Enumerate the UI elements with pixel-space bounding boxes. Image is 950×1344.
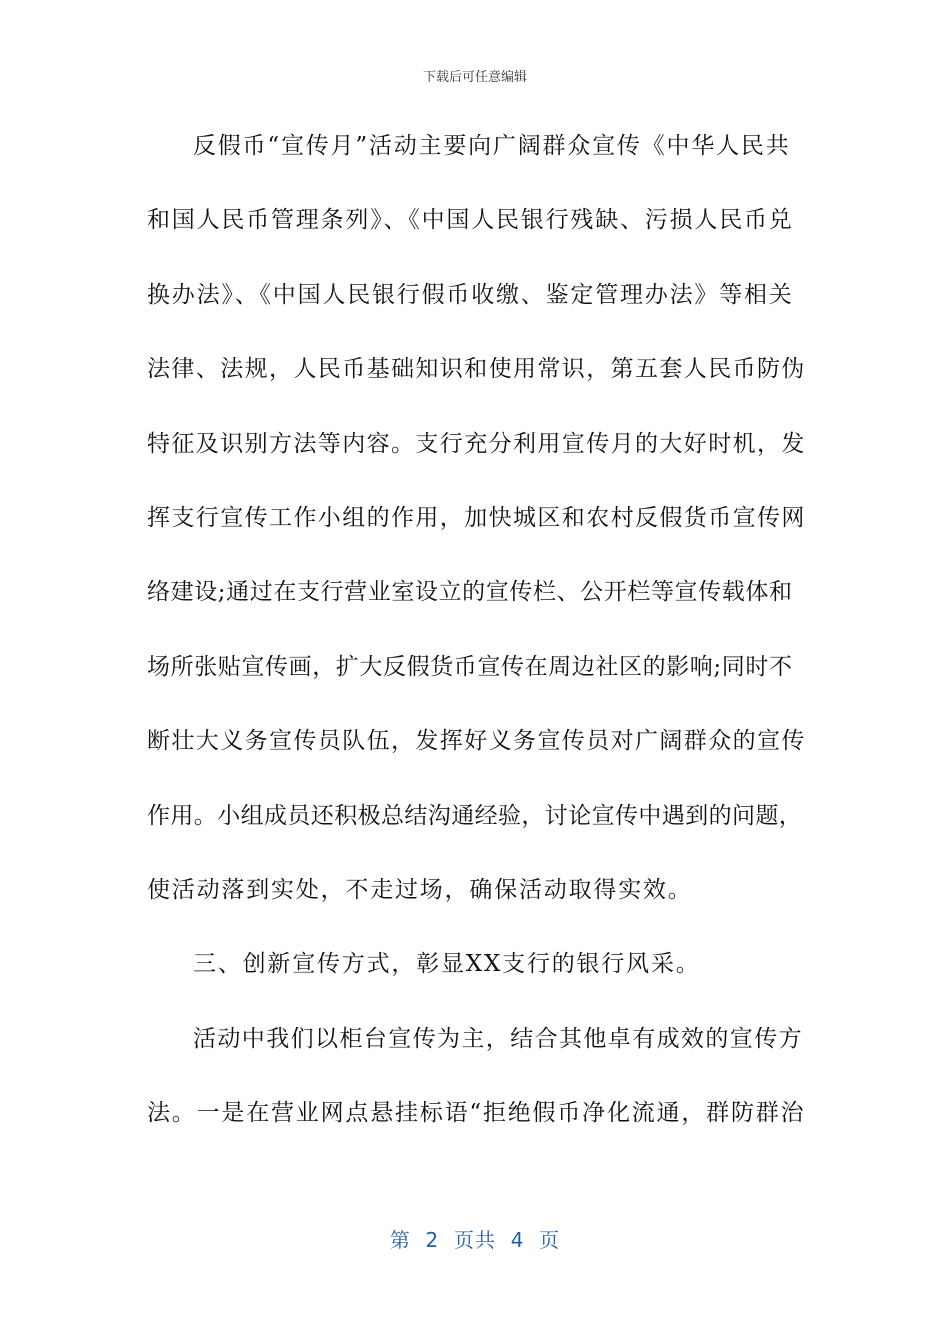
paragraph-line: 挥支行宣传工作小组的作用，加快城区和农村反假货币宣传网: [147, 504, 806, 531]
paragraph-line: 断壮大义务宣传员队伍，发挥好义务宣传员对广阔群众的宣传: [147, 728, 806, 755]
paragraph-line: 特征及识别方法等内容。支行充分利用宣传月的大好时机，发: [147, 430, 806, 457]
paragraph-line: 和国人民币管理条列》、《中国人民银行残缺、污损人民币兑: [147, 207, 794, 234]
page-header-note: 下载后可任意编辑: [422, 70, 527, 85]
paragraph-line: 反假币“宣传月”活动主要向广阔群众宣传《中华人民共: [193, 133, 791, 159]
paragraph-line: 法律、法规，人民币基础知识和使用常识，第五套人民币防伪: [147, 356, 806, 383]
section-heading: 三、创新宣传方式，彰显XX支行的银行风采。: [193, 951, 701, 978]
paragraph-line: 作用。小组成员还积极总结沟通经验，讨论宣传中遇到的问题，: [147, 802, 803, 829]
paragraph-line: 使活动落到实处，不走过场，确保活动取得实效。: [147, 876, 693, 903]
paragraph-line: 活动中我们以柜台宣传为主，结合其他卓有成效的宣传方: [193, 1025, 803, 1052]
paragraph-line: 络建设;通过在支行营业室设立的宣传栏、公开栏等宣传载体和: [147, 579, 793, 606]
paragraph-line: 场所张贴宣传画，扩大反假货币宣传在周边社区的影响;同时不: [147, 653, 793, 680]
paragraph-line: 换办法》、《中国人民银行假币收缴、鉴定管理办法》等相关: [147, 281, 794, 308]
page-number-footer: 第 2 页共 4 页: [389, 1228, 561, 1252]
paragraph-line: 法。一是在营业网点悬挂标语“拒绝假币净化流通，群防群治: [147, 1100, 806, 1127]
document-body: [147, 124, 807, 1165]
